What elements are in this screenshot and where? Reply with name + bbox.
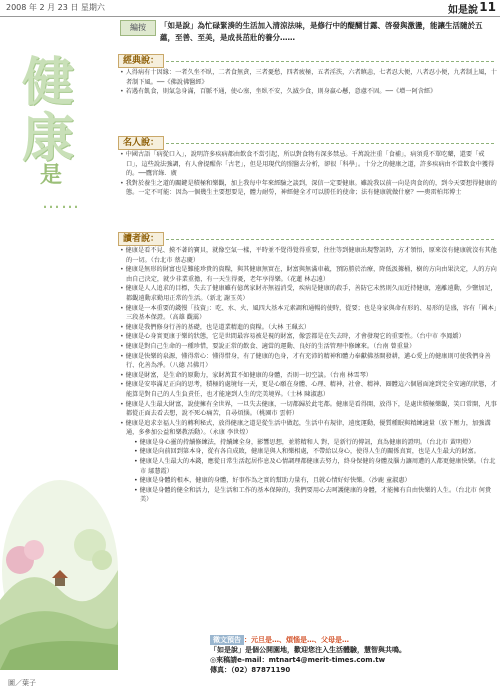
list-item: • 健康是人人追求的目標，失去了健康雖有億萬家財亦無福消受，疾病是健康的殺手，善防它未然則久而近持健康，遠離遠動，少鹽加足，都觀遠動求勤用正常的生活。（新北 謝玉英） <box>120 285 497 302</box>
illustration-credit: 圖／葉子 <box>8 679 36 687</box>
list-subitem: • 健康是身心靈的持續修練法，持續練全身，影響思想，並將精和人 對，是新行的傳訊，真為健康的證明。（台北市 黃明燈） <box>134 438 475 446</box>
landscape-illustration <box>0 450 118 670</box>
list-item: • 健康是心身實更康于樂的狀態，它是世間最容易被是視的財富，像雲都是在失去時，才會發現它的重要性。（台中市 李鳳嬌） <box>120 333 465 341</box>
column-title: 如是說 <box>448 5 478 16</box>
list-item: • 健康是一本重要的錢慢「技資」：吃、水、火、風四大基本元素調和通暢的使時，從要；也是身家與命有形的、易形的是盛，容有「國本」三段基本保證。（高雄 觀靄） <box>120 304 497 322</box>
notice-fax: 傳真：（02）87871190 <box>210 666 291 674</box>
call-for-submissions <box>210 635 495 675</box>
list-subitem: • 健康是人生最大的本錢，應從日常生活起居作息及心情調理都健康去努力，終身保健的身體及腦力讓周遭的人都更健康快樂。（台北市 鄔慧霞） <box>134 458 496 475</box>
title-ellipsis: …… <box>42 192 80 213</box>
section-famous <box>118 136 498 198</box>
list-item: • 健康是對自己生命的一種珍惜，要說正常的飲食、適當的運動、良好的生活管理中修練來。（台南 曾重量） <box>120 342 416 350</box>
page-number: 11 <box>479 0 496 14</box>
header-rule <box>0 16 500 17</box>
notice-topics: ：元旦是…、煩惱是…、父母是… <box>244 636 349 644</box>
notice-email: ◎來稿請e-mail：mtnart4@merit-times.com.tw <box>210 656 386 664</box>
list-subitem: • 健康是身體的根本，健康的身體，好事作為之實的幫助力量有，且就心情好好快樂。（沙鹿 童淑惠） <box>134 477 411 485</box>
notice-tag: 徵文預告 <box>210 635 244 645</box>
list-item: • 中國古語「病從口入」，說明許多疾病都由飲食不當引起，所以對食物有深多禁忌。千萬說注重「食補」，病須覓不單吃藥，還要「戒口」，這些說法強調，有人會提醒你「古老」，但是用現代的照醫去分析，卻很「科學」。十分之的健康之道，許多疾病由不當飲食中獲得的。──鷹宮綠．廣 <box>120 151 495 178</box>
list-subitem: • 健康是向前回到第本身，從有各自成敗，健康是與人和樂相處，不帶給以身心，使得人生的關係真實，也是人生最大的財富。 <box>134 448 480 456</box>
list-item: • 我對於養生之道的關鍵是積極和樂觀，加上我每中年來經驗之談到，深信一定要健康。雖說我以前一向是肉食的的，到今天要想得健康的態。一定不可能：因為一個幾生主要想要是，體力耐勞，神經健全才可以勝任的使命；法有健康就做什麼？──奧雷柏邦博士 <box>120 179 497 197</box>
list-item: • 健康是看不見、摸不著的寶貝，就像空氣一樣，平時並不覺得覺得重要，往往等到健康出現警訊時，方才領悟，原來沒有健康就沒有其他的一切。（台北市 蔡志慶） <box>120 247 497 264</box>
section-tag: 經典說： <box>118 54 164 68</box>
list-item: • 健康是快樂的泉源，懂得常心：懂得惜身，有了健康的色身，才有充沛的精神和體力奉獻佛基開發耕，邁心愛上的健康則可使我們身善行、化善為淨。（八德 呂佛月） <box>120 352 491 370</box>
title-char-health-1: 健 <box>22 52 75 113</box>
list-item: • 健康是無形的財富也是難能珍貴的資糧，與其健康無實在，財富與無滿車載，預防勝於治療，降低汲據桶，樹的方向由果決定，人的方向由自己決定，就少非業重擔，有一天生得憂，老年享得樂。（花蓮 林志遠） <box>120 266 497 283</box>
list-item: • 健康是財富，是生命的原動力，家財萬貫不如健康的身體，否則一切空談。（台南 林雪琴） <box>120 371 372 379</box>
title-panel <box>0 40 118 693</box>
title-char-is: 是 <box>40 163 63 188</box>
section-scripture <box>118 54 498 97</box>
issue-date: 2008 年 2 月 23 日 星期六 <box>6 3 105 12</box>
list-item: • 健康是追求幸福人生的轉利秘式，放得健康之道是從生活中做起，生活中有規律，遠度運動，優質種眠與精練適量（放下壓力，加強溝通，多參加公益和樂教活動）。（永康 李世煌） <box>120 419 491 437</box>
editor-note-text: 「如是說」為忙碌緊湊的生活加入清涼法味，是修行中的醍醐甘露、啓發與激盪，能讓生活隨於五蘊，至善、至美，是成長茁壯的養分…… <box>160 21 483 42</box>
list-item: • 健康是安寧滿足正向的思考，積極的處境每一天，更是心願在身體、心理、精神，社會、精神、圈體這六個層面達到完全安適的狀態，才能算是對自己的人生負責任，也才能達到人生的完美境界。（士林 陳淑惠） <box>120 381 497 398</box>
title-char-health-2: 康 <box>22 108 75 169</box>
list-item: • 健康是人生最大財富，說使擁有全世界，一旦失去健康，一切都歸於此宅都。健康是看得開，放得下，是處世積極樂觀，笑口常開，凡事都從正面去看去想，說不死心痛苦，自尋煩惱。（桃園市 雲軒） <box>120 400 497 418</box>
list-subitem: • 健康是身體的健全和活力，是生活和工作的基本保障的，我們要用心去呵護健康的身體，才能擁有自由快樂的人生。（台北市 何貴美） <box>134 486 492 504</box>
section-tag: 名人說： <box>118 136 164 150</box>
list-item: • 若遇有飢食，則氣急身滿，百脈不通，使心塞，坐臥不安，久滅少食，則身羸心懸，意慮不固。──《增一阿含經》 <box>120 88 437 96</box>
list-item: • 健康是我們修身行善的基礎，也是道業精進的資糧。（大林 王珮玄） <box>120 323 311 331</box>
section-tag: 讀者說： <box>118 232 164 246</box>
section-readers <box>118 232 498 505</box>
editor-note-tag: 編按 <box>120 20 156 36</box>
editor-note <box>130 20 495 44</box>
notice-line: 「如是說」是個公開園地，歡迎您注入生活體驗，慧智與共鳴。 <box>210 646 406 654</box>
list-item: • 人得病有十因緣：一者久坐不臥，二者食無貪，三者憂愁，四者疲極，五者淫泆，六者瞋恚，七者忍大便，八者忍小便，九者制上風，十者制下風。──《佛說佛醫經》 <box>120 69 497 86</box>
